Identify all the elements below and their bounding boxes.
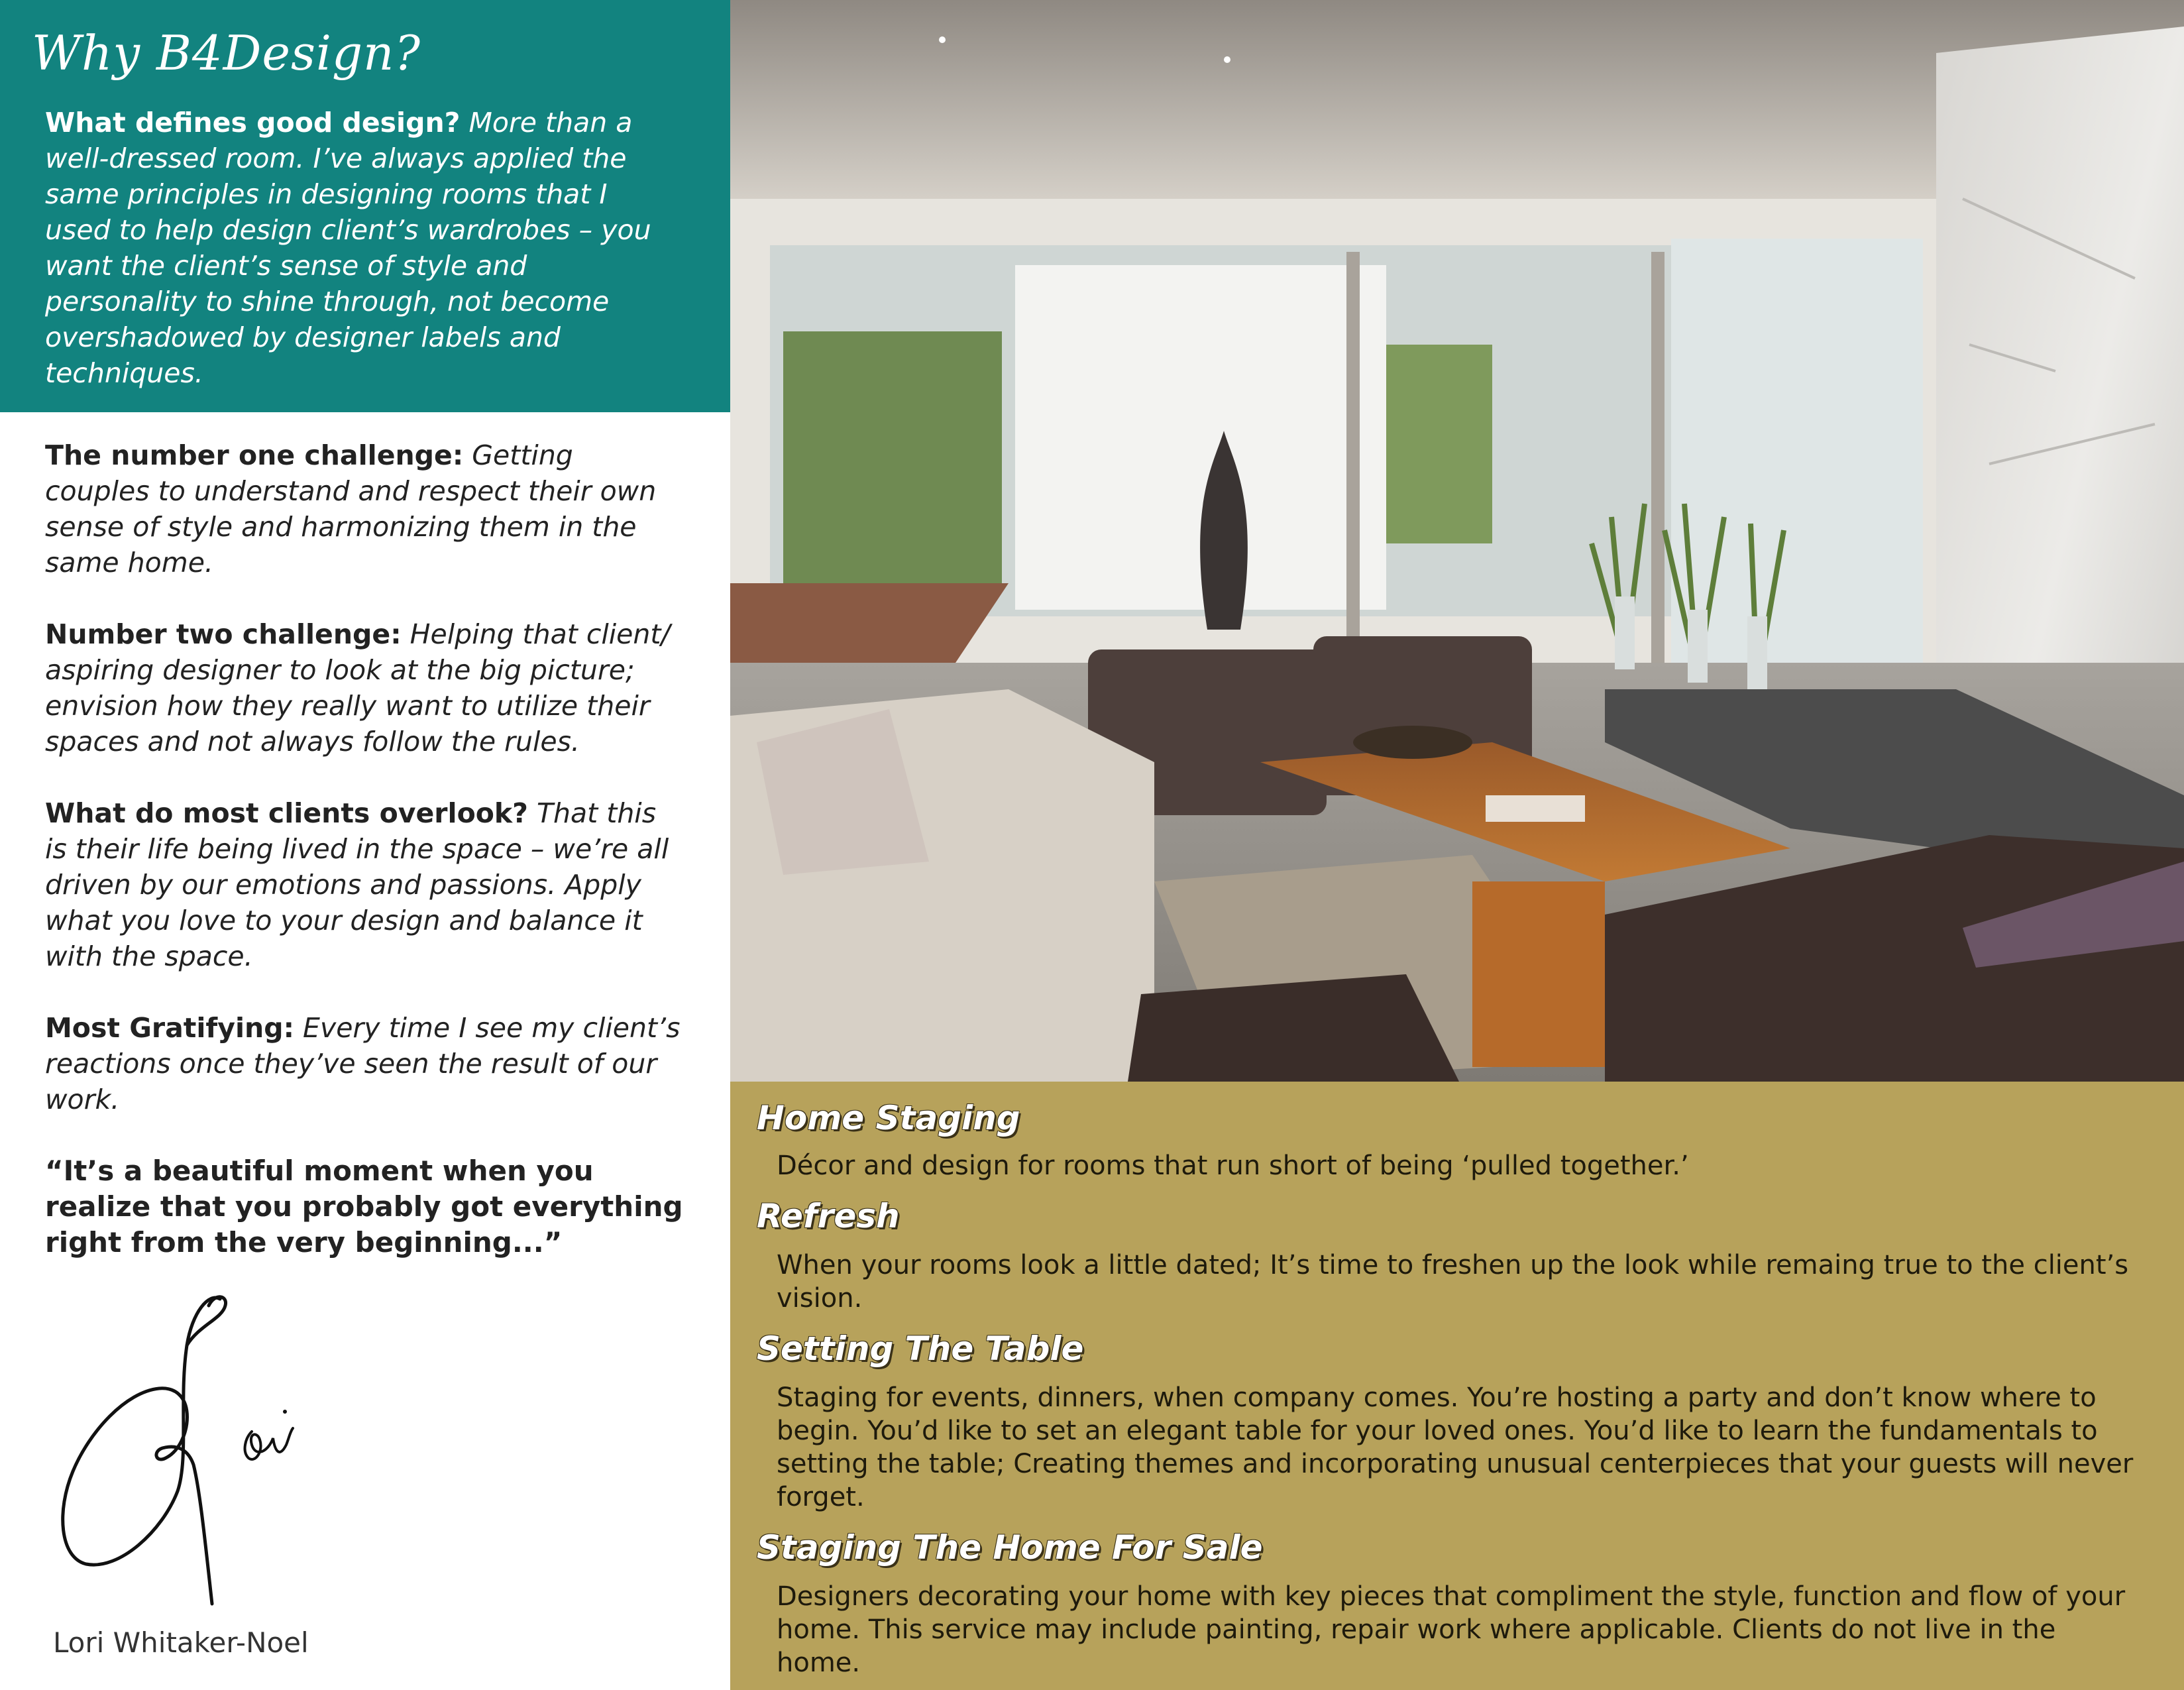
qa-label: Number two challenge:	[45, 618, 402, 650]
qa-label: Most Gratifying:	[45, 1012, 294, 1044]
service-description: Designers decorating your home with key pieces that compliment the style, function and flow of your home. This service may include painting, repair work where applicable. Clients do not live in the home.	[777, 1581, 2126, 1678]
service-description: Staging for events, dinners, when company comes. You’re hosting a party and don’t know where to begin. You’d like to set an elegant table for your loved ones. You’d like to learn the fundamentals to setting the table; Creating themes and incorporating unusual centerpieces that your guests will never forget.	[777, 1382, 2134, 1512]
qa-text: Helping that client/ aspiring designer to look at the big picture; envision how they really want to utilize their spaces and not always follow the rules.	[45, 618, 671, 758]
left-column	[0, 0, 730, 1690]
service-title-staging-for-sale: Staging The Home For Sale	[757, 1528, 1263, 1567]
intro-label: What defines good design?	[45, 107, 461, 139]
qa-text: That this is their life being lived in the space – we’re all driven by our emotions and passions. Apply what you love to your design and balance it with the space.	[45, 797, 669, 972]
qa-text: Getting couples to understand and respect their own sense of style and harmonizing them in the same home.	[45, 439, 657, 579]
qa-text: Every time I see my client’s reactions once they’ve seen the result of our work.	[45, 1012, 681, 1115]
service-description: When your rooms look a little dated; It’s time to freshen up the look while remaing true to the client’s vision.	[777, 1250, 2129, 1314]
signer-name: Lori Whitaker-Noel	[53, 1626, 309, 1659]
intro-panel	[0, 0, 730, 412]
service-title-home-staging: Home Staging	[757, 1099, 1020, 1137]
qa-item	[45, 616, 681, 760]
qa-item	[45, 437, 681, 581]
living-room-photo	[730, 0, 2184, 1082]
qa-item	[45, 1010, 681, 1117]
qa-label: The number one challenge:	[45, 439, 464, 471]
intro-paragraph	[45, 105, 681, 391]
qa-item	[45, 795, 681, 974]
page-title: Why B4Design?	[32, 25, 421, 81]
service-title-setting-the-table: Setting The Table	[757, 1329, 1084, 1368]
service-title-refresh: Refresh	[757, 1197, 900, 1235]
quote: “It’s a beautiful moment when you realize that you probably got everything right from the very beginning...”	[45, 1155, 683, 1259]
signature	[46, 1292, 325, 1617]
service-description: Décor and design for rooms that run short of being ‘pulled together.’	[777, 1151, 1689, 1181]
qa-label: What do most clients overlook?	[45, 797, 528, 829]
intro-text: More than a well-dressed room. I’ve always applied the same principles in designing rooms that I used to help design client’s wardrobes – you want the client’s sense of style and personality to shine through, not become overshadowed by designer labels and techniques.	[45, 107, 651, 389]
